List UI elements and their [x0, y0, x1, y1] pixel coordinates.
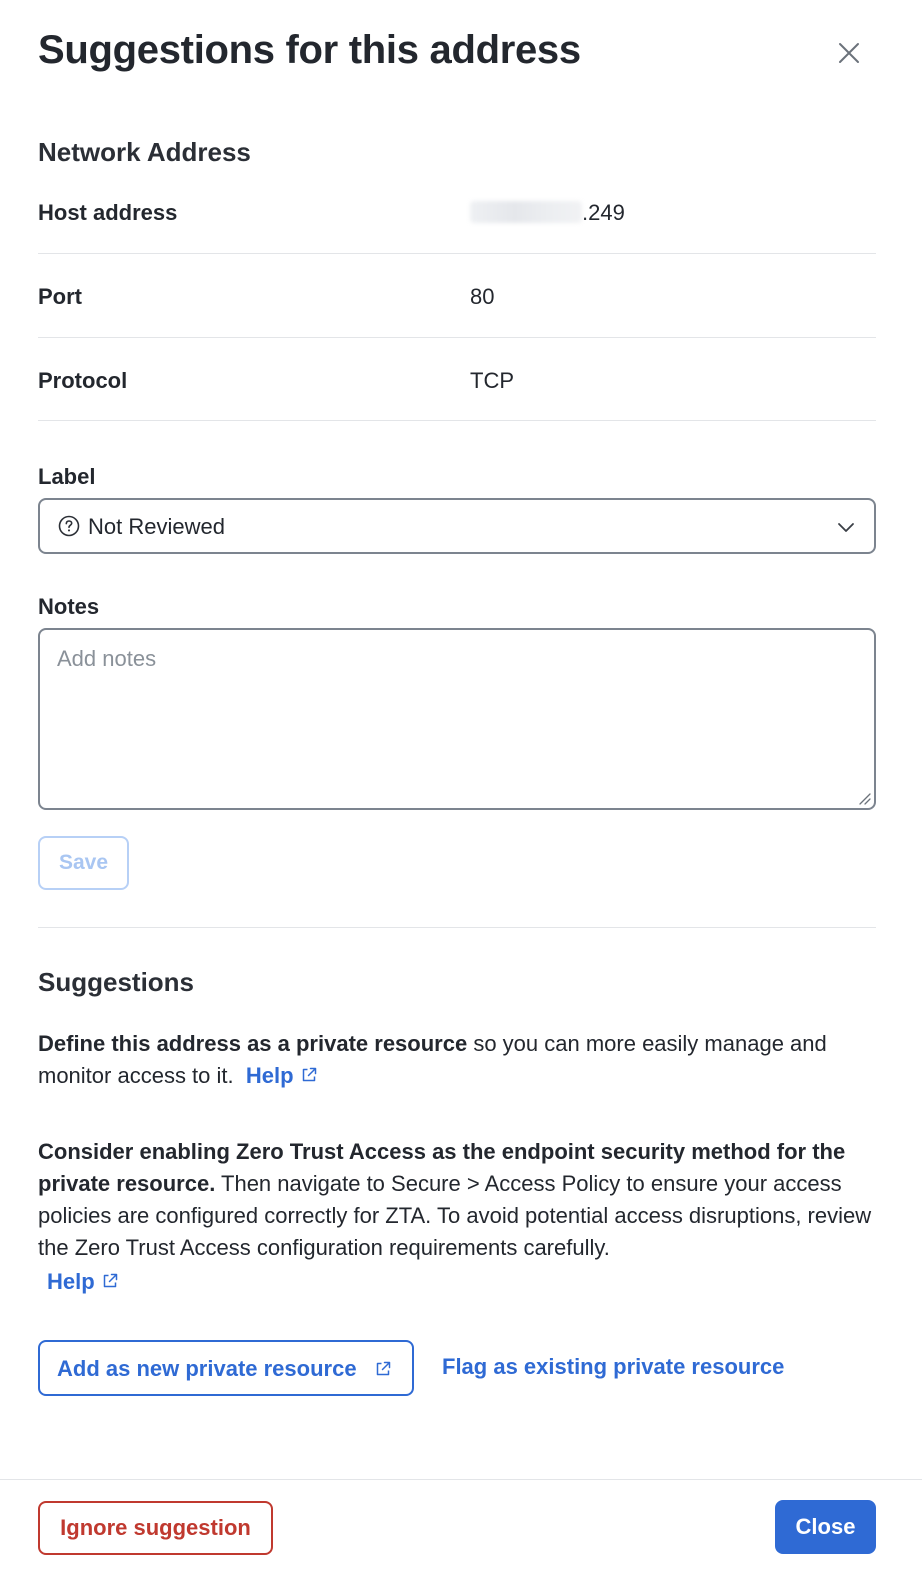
close-button[interactable]: Close: [775, 1500, 876, 1554]
chevron-down-icon: [836, 517, 856, 537]
redacted-ip-prefix: [470, 201, 582, 223]
dialog-footer: [0, 1479, 922, 1582]
help-link-2-label: Help: [47, 1269, 95, 1294]
suggestions-heading: Suggestions: [38, 967, 195, 997]
protocol-value: TCP: [470, 368, 514, 393]
suggestion-1-bold: Define this address as a private resource: [38, 1031, 468, 1056]
suggestion-2-bold: Consider enabling Zero Trust Access as the endpoint security method for the private resource.: [38, 1139, 846, 1196]
host-address-value: [470, 200, 625, 226]
add-private-resource-label: Add as new private resource: [57, 1356, 357, 1381]
label-select[interactable]: [38, 498, 876, 554]
save-button[interactable]: Save: [38, 836, 129, 890]
suggestion-2-text: Then navigate to Secure > Access Policy to ensure your access policies are configured correctly for ZTA. To avoid potential access disruptions, review the Zero Trust Access configuration requirements carefully.: [38, 1171, 872, 1260]
close-icon[interactable]: [834, 38, 864, 68]
suggestion-1-text: so you can more easily manage and monitor access to it.: [38, 1031, 827, 1088]
host-address-label: Host address: [38, 200, 178, 225]
external-link-icon: [300, 1066, 318, 1084]
suggestion-zero-trust: [38, 1136, 878, 1264]
external-link-icon: [374, 1360, 392, 1378]
protocol-row: [38, 338, 876, 421]
resize-grip-icon[interactable]: [855, 789, 871, 805]
help-link-1[interactable]: [246, 1063, 318, 1088]
help-link-1-label: Help: [245, 1063, 294, 1088]
protocol-label: Protocol: [38, 368, 128, 393]
notes-field-label: Notes: [38, 594, 100, 619]
flag-existing-resource-link[interactable]: Flag as existing private resource: [442, 1354, 785, 1379]
notes-textarea[interactable]: [38, 628, 876, 810]
label-field-label: Label: [38, 464, 96, 489]
question-circle-icon: [58, 515, 80, 537]
host-address-suffix: .249: [582, 200, 625, 225]
port-label: Port: [38, 284, 82, 309]
port-row: [38, 254, 876, 338]
host-address-row: [38, 170, 876, 254]
port-value: 80: [470, 284, 495, 309]
add-private-resource-button[interactable]: [38, 1340, 414, 1396]
external-link-icon: [101, 1272, 119, 1290]
help-link-2[interactable]: [47, 1266, 119, 1298]
network-address-heading: Network Address: [38, 137, 251, 167]
suggestion-private-resource: [38, 1028, 878, 1092]
section-divider: [38, 927, 876, 928]
ignore-suggestion-button[interactable]: Ignore suggestion: [38, 1501, 273, 1555]
label-select-value: Not Reviewed: [88, 514, 225, 539]
notes-placeholder: Add notes: [57, 646, 157, 671]
dialog-title: Suggestions for this address: [38, 28, 581, 72]
